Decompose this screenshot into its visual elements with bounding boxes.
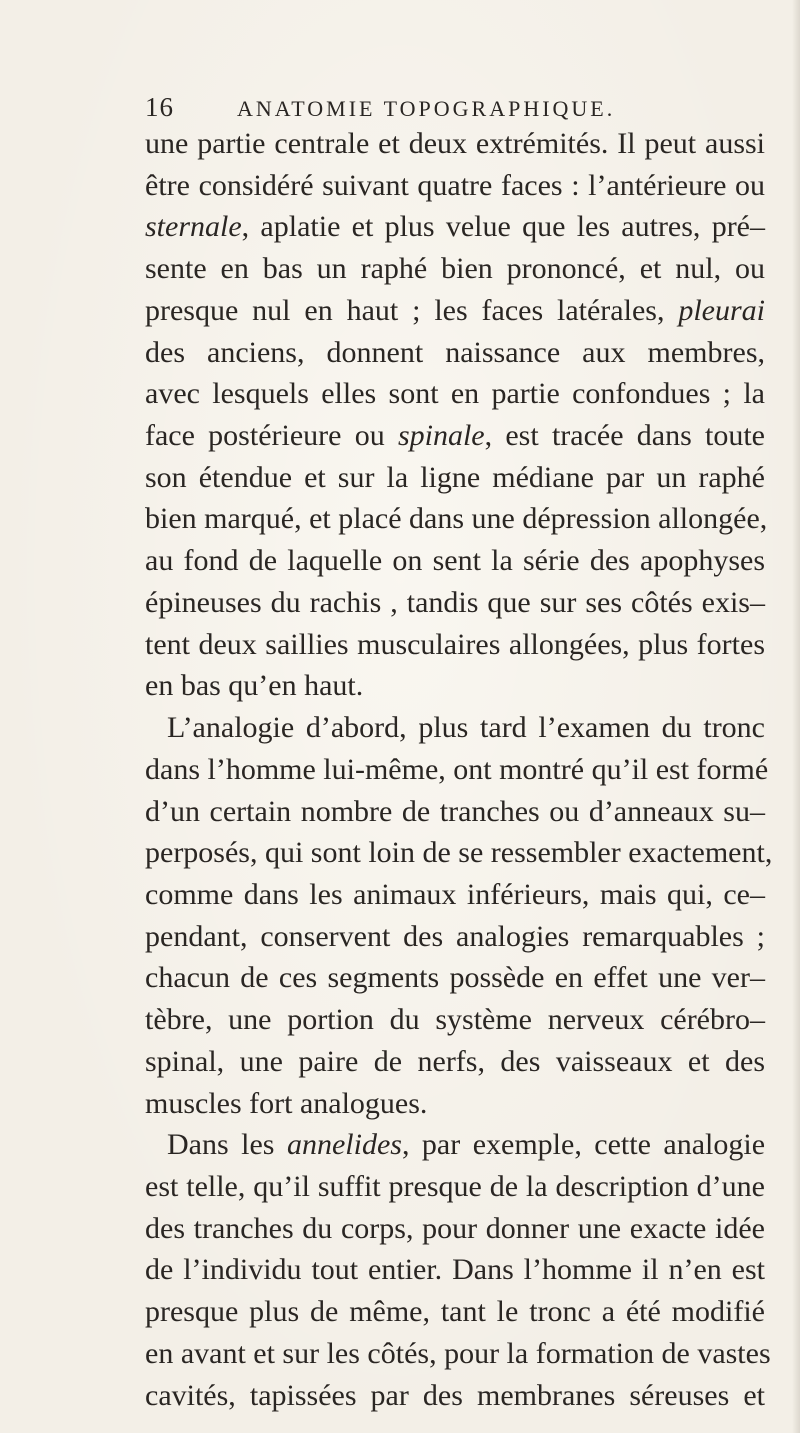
italic-term: annelides xyxy=(286,1128,402,1162)
italic-term: spinale xyxy=(397,419,485,453)
text-line: presque nul en haut ; les faces latérales, pleurai xyxy=(145,293,765,327)
text-line: sternale, aplatie et plus velue que les autres, pré– xyxy=(145,210,765,244)
text-line: au fond de laquelle on sent la série des apophyses xyxy=(145,544,765,578)
page-edge-shadow xyxy=(792,0,800,1433)
italic-term: pleurai xyxy=(678,293,765,327)
text-line: cavités, tapissées par des membranes séreuses et xyxy=(145,1378,765,1412)
text-line: de l’individu tout entier. Dans l’homme il n’en est xyxy=(145,1253,765,1287)
text-line: bien marqué, et placé dans une dépression allongée, xyxy=(145,502,768,536)
text-line: spinal, une paire de nerfs, des vaisseaux et des xyxy=(145,1044,765,1078)
text-line: perposés, qui sont loin de se ressembler exactement, xyxy=(145,836,773,870)
text-line: comme dans les animaux inférieurs, mais qui, ce– xyxy=(145,877,765,911)
paragraph-start-line: Dans les annelides, par exemple, cette analogie xyxy=(167,1128,766,1162)
text-line: son étendue et sur la ligne médiane par un raphé xyxy=(145,460,765,494)
text-line: tent deux saillies musculaires allongées, plus fortes xyxy=(145,627,765,661)
text-line: en bas qu’en haut. xyxy=(145,669,364,703)
text-line: chacun de ces segments possède en effet une ver– xyxy=(145,961,765,995)
text-line: sente en bas un raphé bien prononcé, et nul, ou xyxy=(145,252,765,286)
text-line: avec lesquels elles sont en partie confondues ; la xyxy=(145,377,765,411)
text-line: d’un certain nombre de tranches ou d’anneaux su– xyxy=(145,794,765,828)
page-number: 16 xyxy=(145,92,174,122)
text-line: des tranches du corps, pour donner une exacte idée xyxy=(145,1211,765,1245)
text-line: des anciens, donnent naissance aux membres, xyxy=(145,335,765,369)
running-title: ANATOMIE TOPOGRAPHIQUE. xyxy=(237,96,616,121)
text-line: presque plus de même, tant le tronc a été modifié xyxy=(145,1295,765,1329)
text-line: muscles fort analogues. xyxy=(145,1086,428,1120)
text-line: une partie centrale et deux extrémités. Il peut aussi xyxy=(145,127,765,160)
text-line: est telle, qu’il suffit presque de la description d’une xyxy=(145,1169,765,1203)
body-text xyxy=(145,123,773,1416)
text-line: être considéré suivant quatre faces : l’antérieure ou xyxy=(145,168,765,202)
text-line: en avant et sur les côtés, pour la formation de vastes xyxy=(145,1336,771,1370)
text-line: épineuses du rachis , tandis que sur ses côtés exis– xyxy=(145,585,765,619)
italic-term: sternale xyxy=(145,210,242,244)
paragraph-start-line: L’analogie d’abord, plus tard l’examen du tronc xyxy=(167,711,765,745)
text-line: pendant, conservent des analogies remarquables ; xyxy=(145,919,765,953)
text-line: tèbre, une portion du système nerveux cérébro– xyxy=(145,1003,765,1037)
text-line: dans l’homme lui-même, ont montré qu’il est formé xyxy=(145,752,769,786)
text-line: face postérieure ou spinale, est tracée dans toute xyxy=(145,419,765,453)
